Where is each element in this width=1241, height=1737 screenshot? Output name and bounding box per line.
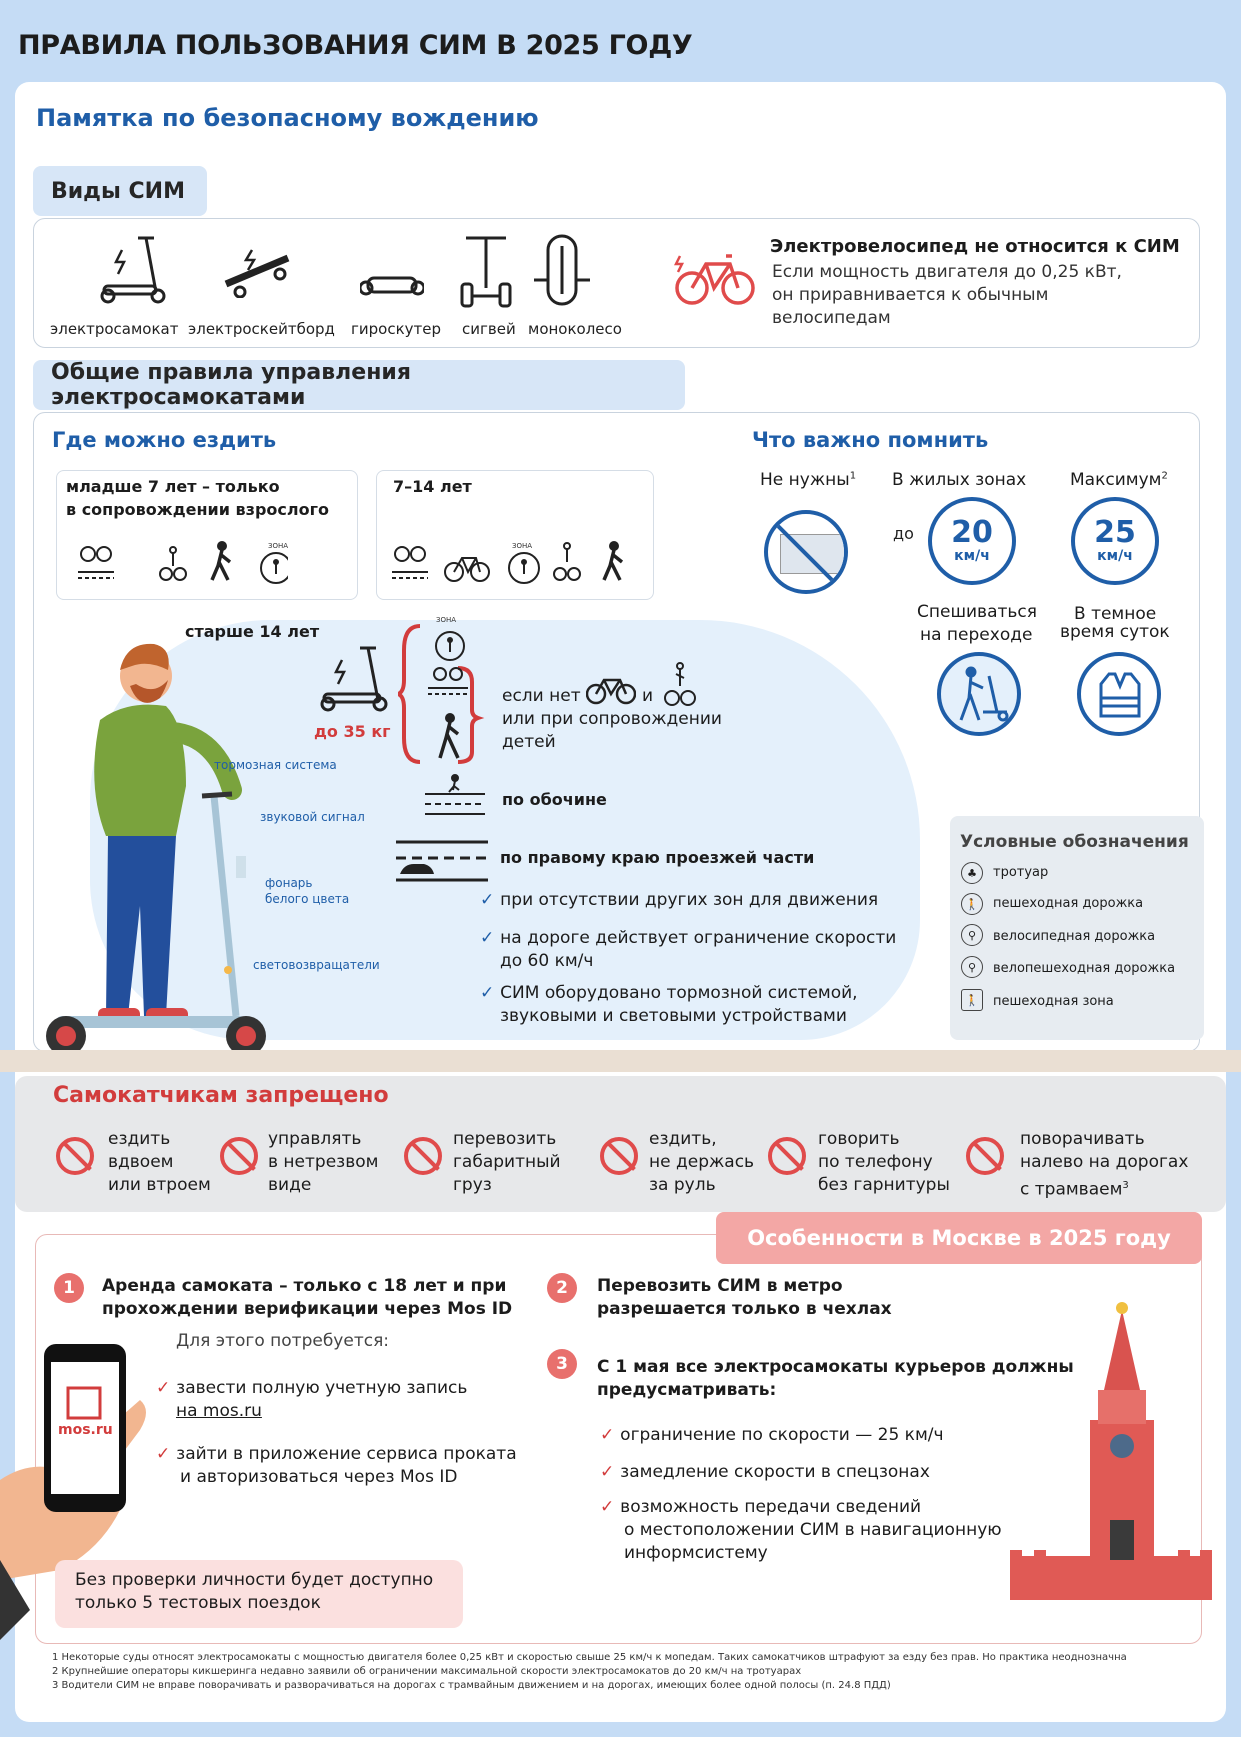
shoulder-label: по обочине xyxy=(502,790,607,809)
ebike-text-1: Если мощность двигателя до 0,25 кВт, xyxy=(772,262,1122,282)
forbidden-3-line-1: перевозить xyxy=(453,1129,557,1149)
scooter-over14-icon xyxy=(318,642,394,716)
moscow-heading-text: Особенности в Москве в 2025 году xyxy=(747,1226,1171,1250)
age7-14-title: 7–14 лет xyxy=(393,477,472,496)
not-needed-text: Не нужны xyxy=(760,470,850,490)
dark-2: время суток xyxy=(1060,622,1170,642)
road-edge-icon xyxy=(396,836,488,882)
rent-title-1: Аренда самоката – только с 18 лет и при xyxy=(102,1276,507,1296)
under7-title-1: младше 7 лет – только xyxy=(66,477,280,496)
check-icon: ✓ xyxy=(480,983,501,1003)
sidewalk-icon: ♣ xyxy=(961,862,983,884)
footnote-1: 1 Некоторые суды относят электросамокаты с мощностью двигателя более 0,25 кВт и скоростью свыше 25 км/ч к мопедам. Таких самокатчиков штрафуют за езду без прав. Но практика неоднозначна xyxy=(52,1652,1127,1663)
bike-ped-lane-icon xyxy=(662,660,698,708)
speed20-unit: км/ч xyxy=(954,548,990,564)
footnote-ref-2: 2 xyxy=(1161,470,1168,482)
courier-item-3 xyxy=(600,1497,921,1517)
footnote-ref-1: 1 xyxy=(849,470,857,482)
general-heading xyxy=(33,360,685,410)
divider-band xyxy=(0,1050,1241,1072)
footnote-2: 2 Крупнейшие операторы кикшеринга недавно заявили об ограничении максимальной скорости электросамокатов до 20 км/ч на тротуарах xyxy=(52,1666,802,1677)
forbidden-4-line-2: не держась xyxy=(649,1152,755,1172)
legend-item-5: пешеходная зона xyxy=(993,994,1114,1009)
subtitle: Памятка по безопасному вождению xyxy=(36,104,539,132)
forbidden-3-line-2: габаритный xyxy=(453,1152,561,1172)
kremlin-tower-illustration xyxy=(1010,1300,1212,1600)
forbidden-5-line-2: по телефону xyxy=(818,1152,933,1172)
dismount-2: на переходе xyxy=(920,625,1033,645)
ped-zone-icon: 🚶 xyxy=(961,989,983,1011)
svg-text:ЗОНА: ЗОНА xyxy=(268,542,288,550)
courier-item-1-text: ограничение по скорости — 25 км/ч xyxy=(620,1425,944,1445)
no-hands-icon xyxy=(600,1137,638,1175)
forbidden-1-line-3: или втроем xyxy=(108,1175,211,1195)
condition-1 xyxy=(480,890,878,910)
bike-ped-path-icon: ⚲ xyxy=(961,956,983,978)
type-label-escooter: электросамокат xyxy=(50,320,179,338)
forbidden-item-1 xyxy=(108,1128,211,1197)
legend-item-2: пешеходная дорожка xyxy=(993,896,1144,911)
forbidden-6-line-1: поворачивать xyxy=(1020,1129,1145,1149)
no-check-1: Без проверки личности будет доступно xyxy=(75,1570,434,1590)
speed25-value: 25 xyxy=(1094,515,1136,550)
forbidden-6-line-2: налево на дорогах xyxy=(1020,1152,1189,1172)
svg-text:ЗОНА: ЗОНА xyxy=(436,616,457,624)
max-text: Максимум xyxy=(1070,470,1162,490)
vest-icon xyxy=(1077,652,1161,736)
check-icon: ✓ xyxy=(480,928,501,948)
forbidden-2-line-3: виде xyxy=(268,1175,312,1195)
part-reflectors: световозвращатели xyxy=(253,958,380,972)
part-light-1: фонарь xyxy=(265,876,313,890)
forbidden-1-line-2: вдвоем xyxy=(108,1152,174,1172)
number-badge-1: 1 xyxy=(54,1273,84,1303)
forbidden-item-6 xyxy=(1020,1128,1188,1202)
type-label-segway: сигвей xyxy=(462,320,516,338)
forbidden-5-line-1: говорить xyxy=(818,1129,900,1149)
forbidden-3-line-3: груз xyxy=(453,1175,492,1195)
step-1 xyxy=(156,1378,467,1398)
step-1-text-1: завести полную учетную запись xyxy=(176,1378,468,1398)
type-label-hoverboard: гироскутер xyxy=(351,320,441,338)
condition-2 xyxy=(480,928,896,948)
forbidden-5-line-3: без гарнитуры xyxy=(818,1175,950,1195)
speed25-unit: км/ч xyxy=(1097,548,1133,564)
legend-item-3: велосипедная дорожка xyxy=(993,929,1156,944)
remember-heading: Что важно помнить xyxy=(752,428,989,452)
no-check-2: только 5 тестовых поездок xyxy=(75,1593,321,1613)
metro-1: Перевозить СИМ в метро xyxy=(597,1276,843,1296)
footpath-icon: 🚶 xyxy=(961,893,983,915)
general-heading-text: Общие правила управления электросамокатами xyxy=(51,360,411,410)
condition-3-text-1: СИМ оборудовано тормозной системой, xyxy=(500,983,858,1003)
svg-text:ЗОНА: ЗОНА xyxy=(512,542,533,550)
footnote-ref-3: 3 xyxy=(1122,1180,1129,1191)
ebike-title: Электровелосипед не относится к СИМ xyxy=(770,236,1180,257)
moscow-heading xyxy=(716,1212,1202,1264)
e-skateboard-icon xyxy=(222,248,298,298)
condition-3-text-2: звуковыми и световыми устройствами xyxy=(500,1006,847,1026)
condition-3 xyxy=(480,983,858,1003)
condition-2-text-1: на дороге действует ограничение скорости xyxy=(500,928,897,948)
part-sound: звуковой сигнал xyxy=(260,810,365,824)
speed25-sign xyxy=(1071,497,1159,585)
no-cargo-icon xyxy=(404,1137,442,1175)
app-label: mos.ru xyxy=(58,1422,113,1438)
types-heading-text: Виды СИМ xyxy=(51,178,185,204)
e-scooter-icon xyxy=(98,232,170,306)
segway-icon xyxy=(456,232,516,308)
dismount-icon xyxy=(937,652,1021,736)
need-label: Для этого потребуется: xyxy=(176,1331,390,1351)
no-left-turn-icon xyxy=(966,1137,1004,1175)
forbidden-4-line-1: ездить, xyxy=(649,1129,717,1149)
ebike-text-2: он приравнивается к обычным xyxy=(772,285,1049,305)
rent-title-2: прохождении верификации через Mos ID xyxy=(102,1299,513,1319)
forbidden-2-line-2: в нетрезвом xyxy=(268,1152,379,1172)
types-heading xyxy=(33,166,207,216)
forbidden-6-line-3 xyxy=(1020,1174,1188,1202)
forbidden-1-line-1: ездить xyxy=(108,1129,171,1149)
courier-item-3-text-2: о местоположении СИМ в навигационную xyxy=(624,1520,1002,1540)
step-2-text-1: зайти в приложение сервиса проката xyxy=(176,1444,517,1464)
type-label-monowheel: моноколесо xyxy=(528,320,622,338)
age7-14-icons xyxy=(392,540,632,584)
forbidden-heading: Самокатчикам запрещено xyxy=(53,1083,389,1108)
couriers-1: С 1 мая все электросамокаты курьеров должны xyxy=(597,1357,1074,1377)
condition-1-text: при отсутствии других зон для движения xyxy=(500,890,879,910)
footnote-3: 3 Водители СИМ не вправе поворачивать и разворачиваться на дорогах с трамвайным движением и на дорогах, имеющих более одной полосы (п. 24.8 ПДД) xyxy=(52,1680,891,1691)
weight-limit: до 35 кг xyxy=(314,722,391,741)
number-badge-3: 3 xyxy=(547,1349,577,1379)
and-label: и xyxy=(642,686,654,706)
scooter-rider-illustration xyxy=(36,636,286,1060)
over14-label: старше 14 лет xyxy=(185,622,320,641)
hoverboard-icon xyxy=(360,272,424,304)
check-icon: ✓ xyxy=(600,1462,621,1482)
ebike-icon xyxy=(674,248,756,306)
bike-lane-icon xyxy=(586,674,636,706)
check-icon: ✓ xyxy=(480,890,501,910)
forbidden-4-line-3: за руль xyxy=(649,1175,716,1195)
if-no-label: если нет xyxy=(502,686,581,706)
forbidden-item-4 xyxy=(649,1128,754,1197)
courier-item-3-text-1: возможность передачи сведений xyxy=(620,1497,922,1517)
courier-item-1 xyxy=(600,1425,944,1445)
courier-item-2-text: замедление скорости в спецзонах xyxy=(620,1462,930,1482)
under7-title-2: в сопровождении взрослого xyxy=(66,500,329,519)
check-icon: ✓ xyxy=(600,1497,621,1517)
condition-2-text-2: до 60 км/ч xyxy=(500,951,594,971)
or-with-1: или при сопровождении xyxy=(502,709,722,729)
shoulder-icon xyxy=(425,772,485,818)
upto-label: до xyxy=(893,524,914,543)
number-badge-2: 2 xyxy=(547,1273,577,1303)
no-license-icon xyxy=(764,510,848,594)
ebike-text-3: велосипедам xyxy=(772,308,891,328)
forbidden-6-line-3-text: с трамваем xyxy=(1020,1179,1123,1200)
check-icon: ✓ xyxy=(156,1444,177,1464)
legend-item-4: велопешеходная дорожка xyxy=(993,961,1176,976)
legend-heading: Условные обозначения xyxy=(960,832,1189,852)
forbidden-item-5 xyxy=(818,1128,950,1197)
forbidden-2-line-1: управлять xyxy=(268,1129,362,1149)
not-needed-label xyxy=(760,470,856,490)
part-brake: тормозная система xyxy=(214,758,337,772)
step-2 xyxy=(156,1444,517,1464)
no-phone-icon xyxy=(768,1137,806,1175)
part-light-2: белого цвета xyxy=(265,892,350,906)
where-heading: Где можно ездить xyxy=(52,428,277,452)
bike-path-icon: ⚲ xyxy=(961,924,983,946)
check-icon: ✓ xyxy=(156,1378,177,1398)
step-1-text-2[interactable]: на mos.ru xyxy=(176,1401,262,1421)
under7-icons xyxy=(78,540,288,584)
forbidden-item-3 xyxy=(453,1128,561,1197)
step-2-text-2: и авторизоваться через Mos ID xyxy=(180,1467,458,1487)
speed20-value: 20 xyxy=(951,515,993,550)
check-icon: ✓ xyxy=(600,1425,621,1445)
courier-item-2 xyxy=(600,1462,930,1482)
type-label-eskateboard: электроскейтборд xyxy=(188,320,335,338)
couriers-2: предусматривать: xyxy=(597,1380,777,1400)
courier-item-3-text-3: информсистему xyxy=(624,1543,768,1563)
dark-1: В темное xyxy=(1074,604,1157,624)
over14-zones-icons xyxy=(428,612,478,772)
max-label xyxy=(1070,470,1168,490)
legend-item-1: тротуар xyxy=(993,865,1049,880)
speed20-sign xyxy=(928,497,1016,585)
right-edge-label: по правому краю проезжей части xyxy=(500,848,815,867)
no-passengers-icon xyxy=(56,1137,94,1175)
metro-2: разрешается только в чехлах xyxy=(597,1299,892,1319)
residential-label: В жилых зонах xyxy=(892,470,1027,490)
or-with-2: детей xyxy=(502,732,556,752)
page-title: ПРАВИЛА ПОЛЬЗОВАНИЯ СИМ В 2025 ГОДУ xyxy=(18,30,693,61)
dismount-1: Спешиваться xyxy=(917,602,1037,622)
monowheel-icon xyxy=(530,232,594,308)
no-alcohol-icon xyxy=(220,1137,258,1175)
forbidden-item-2 xyxy=(268,1128,378,1197)
